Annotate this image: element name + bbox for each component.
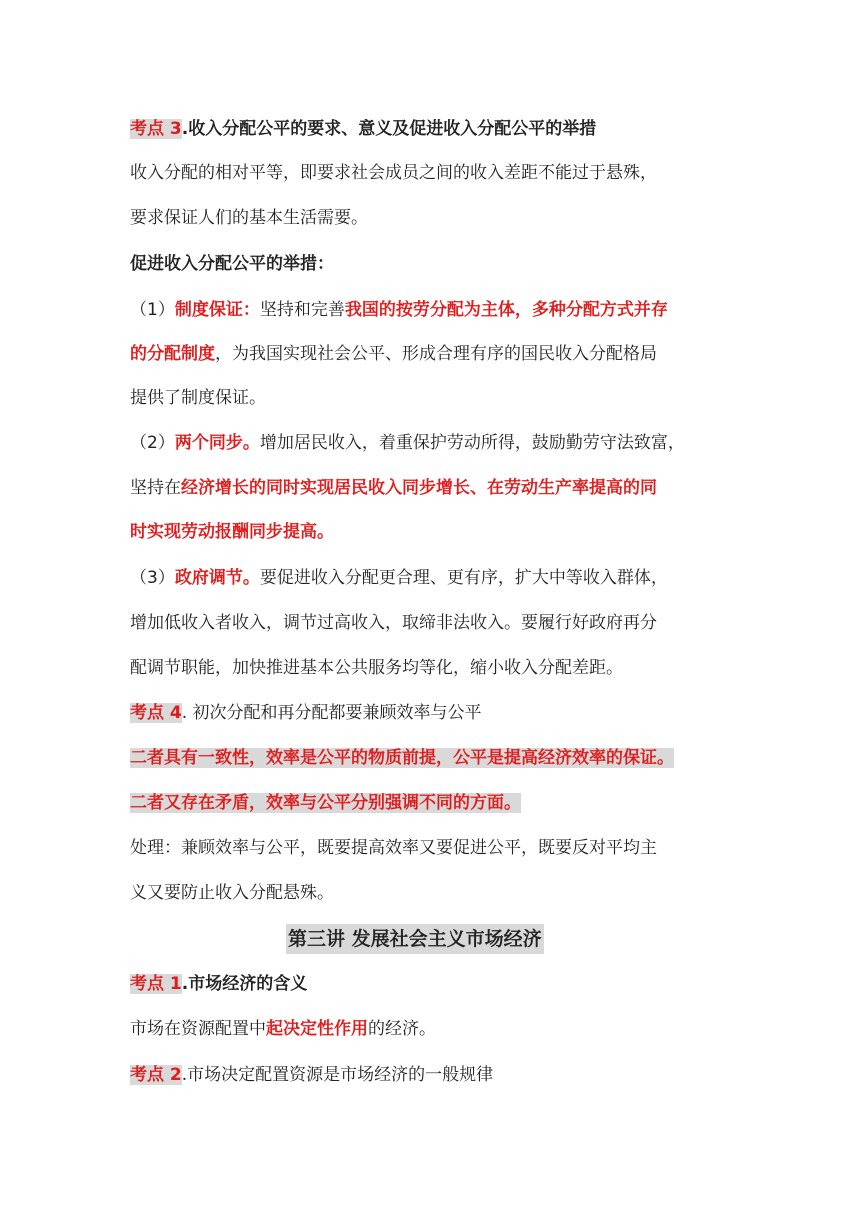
m1-text1: 坚持和完善	[259, 300, 345, 320]
kd1-text2: 的经济。	[368, 1019, 436, 1039]
kd3-title: .收入分配公平的要求、意义及促进收入分配公平的举措	[181, 119, 597, 139]
m2-number: （2）	[130, 433, 175, 453]
kd3-req-line2: 要求保证人们的基本生活需要。	[130, 208, 368, 228]
chapter-title: 第三讲 发展社会主义市场经济	[286, 924, 544, 954]
kd3-m3-line1	[130, 566, 668, 590]
kd3-m1-line1	[130, 298, 668, 322]
kd4-title: . 初次分配和再分配都要兼顾效率与公平	[181, 703, 482, 723]
kd3-label: 考点 3	[130, 119, 182, 139]
m2-text2: 坚持在	[130, 478, 181, 498]
m2-text1: 增加居民收入，着重保护劳动所得，鼓励勤劳守法致富，	[259, 433, 685, 453]
m1-number: （1）	[130, 300, 175, 320]
kd1-title: .市场经济的含义	[181, 974, 308, 994]
kd4-emph1: 二者具有一致性，效率是公平的物质前提，公平是提高经济效率的保证。	[130, 748, 674, 768]
kd3-measures-heading: 促进收入分配公平的举措：	[130, 254, 334, 274]
section-kd2-heading	[130, 1063, 493, 1087]
kd1-emph: 起决定性作用	[266, 1019, 368, 1039]
kd4-emph-line1	[130, 746, 674, 770]
m3-text1: 要促进收入分配更合理、更有序，扩大中等收入群体，	[259, 568, 668, 588]
kd3-m3-line2: 增加低收入者收入，调节过高收入，取缔非法收入。要履行好政府再分	[130, 613, 657, 633]
m2-head: 两个同步。	[174, 433, 260, 453]
m3-head: 政府调节。	[174, 568, 260, 588]
m1-head: 制度保证：	[174, 300, 260, 320]
kd3-m1-line2	[130, 342, 657, 366]
section-kd4-heading	[130, 701, 482, 725]
kd2-label: 考点 2	[130, 1065, 182, 1085]
kd3-req-line1: 收入分配的相对平等，即要求社会成员之间的收入差距不能过于悬殊，	[130, 163, 657, 183]
kd3-m2-line1	[130, 431, 685, 455]
kd3-m2-line3: 时实现劳动报酬同步提高。	[130, 522, 334, 542]
m2-emph1: 经济增长的同时实现居民收入同步增长、在劳动生产率提高的同	[181, 478, 657, 498]
kd3-m2-line2	[130, 476, 657, 500]
kd1-text1: 市场在资源配置中	[130, 1019, 266, 1039]
kd4-handle-line2: 义又要防止收入分配悬殊。	[130, 883, 334, 903]
kd4-emph-line2	[130, 791, 521, 815]
kd4-handle-line1: 处理：兼顾效率与公平，既要提高效率又要促进公平，既要反对平均主	[130, 838, 657, 858]
kd1-label: 考点 1	[130, 974, 182, 994]
section-kd3-heading	[130, 117, 596, 141]
m3-number: （3）	[130, 568, 175, 588]
kd3-m3-line3: 配调节职能，加快推进基本公共服务均等化，缩小收入分配差距。	[130, 658, 623, 678]
m1-emph2: 的分配制度	[130, 344, 215, 364]
kd4-label: 考点 4	[130, 703, 182, 723]
section-kd1-heading	[130, 972, 307, 996]
m1-emph1: 我国的按劳分配为主体，多种分配方式并存	[344, 300, 668, 320]
m1-text2: ，为我国实现社会公平、形成合理有序的国民收入分配格局	[215, 344, 657, 364]
kd2-title: .市场决定配置资源是市场经济的一般规律	[181, 1065, 494, 1085]
kd3-m1-line3: 提供了制度保证。	[130, 388, 266, 408]
kd4-emph2: 二者又存在矛盾，效率与公平分别强调不同的方面。	[130, 793, 521, 813]
kd1-definition	[130, 1017, 436, 1041]
